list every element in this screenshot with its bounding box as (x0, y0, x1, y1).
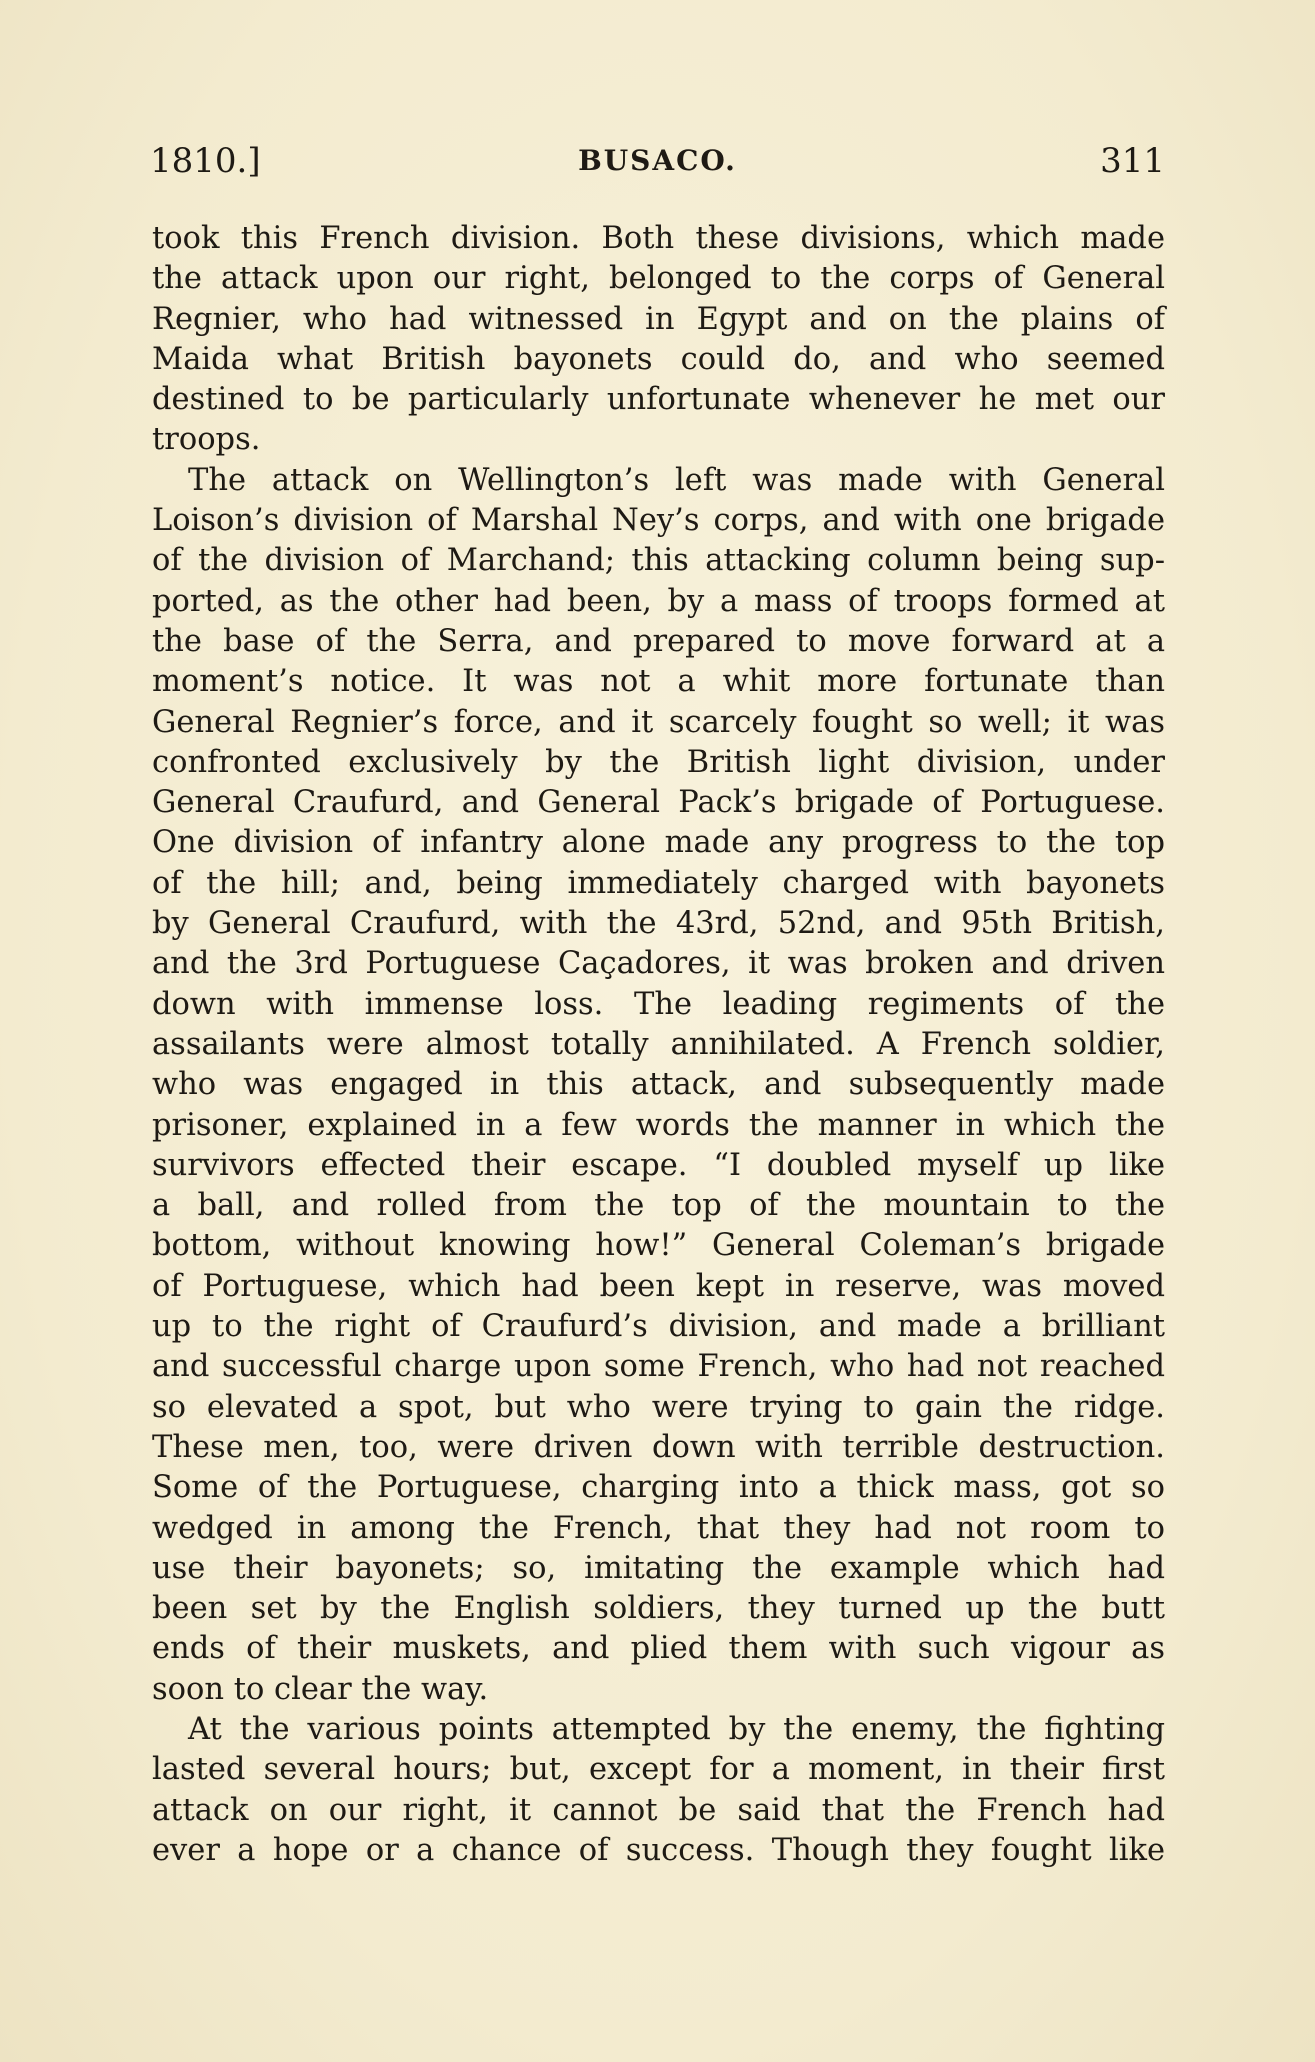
text-line: Maida what British bayonets could do, and who seemed (152, 341, 1165, 377)
running-head-title: BUSACO. (578, 144, 737, 177)
text-line: of the hill; and, being immediately charged with bayonets (152, 865, 1165, 901)
text-line: a ball, and rolled from the top of the mountain to the (152, 1188, 1165, 1224)
text-line: been set by the English soldiers, they turned up the butt (152, 1591, 1165, 1627)
text-line: ported, as the other had been, by a mass of troops formed at (152, 583, 1165, 619)
text-line: Some of the Portuguese, charging into a thick mass, got so (152, 1470, 1165, 1506)
text-line: up to the right of Craufurd’s division, and made a brilliant (152, 1309, 1165, 1345)
text-line: destined to be particularly unfortunate whenever he met our (152, 382, 1165, 418)
text-line: troops. (152, 422, 261, 458)
running-head-date: 1810.] (150, 141, 261, 181)
text-line: ends of their muskets, and plied them with such vigour as (152, 1631, 1165, 1667)
text-line: of the division of Marchand; this attacking column being sup- (152, 543, 1165, 579)
text-line: At the various points attempted by the enemy, the fighting (188, 1711, 1165, 1747)
text-line: so elevated a spot, but who were trying to gain the ridge. (152, 1389, 1165, 1425)
text-line: and the 3rd Portuguese Caçadores, it was broken and driven (152, 946, 1165, 982)
text-line: assailants were almost totally annihilated. A French soldier, (152, 1026, 1165, 1062)
text-line: General Craufurd, and General Pack’s brigade of Portuguese. (152, 785, 1165, 821)
text-line: moment’s notice. It was not a whit more fortunate than (152, 664, 1165, 700)
text-line: soon to clear the way. (152, 1671, 489, 1707)
running-head (150, 136, 1165, 186)
text-line: of Portuguese, which had been kept in reserve, was moved (152, 1268, 1165, 1304)
text-line: by General Craufurd, with the 43rd, 52nd, and 95th British, (152, 906, 1165, 942)
text-line: wedged in among the French, that they had not room to (152, 1510, 1165, 1546)
text-line: and successful charge upon some French, who had not reached (152, 1349, 1165, 1385)
text-line: These men, too, were driven down with terrible destruction. (152, 1429, 1165, 1465)
text-line: bottom, without knowing how!” General Coleman’s brigade (152, 1228, 1165, 1264)
page-number: 311 (1100, 141, 1165, 181)
text-line: lasted several hours; but, except for a moment, in their first (152, 1752, 1165, 1788)
text-line: One division of infantry alone made any progress to the top (152, 825, 1165, 861)
text-line: survivors effected their escape. “I doubled myself up like (152, 1147, 1165, 1183)
text-line: Loison’s division of Marshal Ney’s corps, and with one brigade (152, 503, 1165, 539)
text-line: confronted exclusively by the British light division, under (152, 744, 1165, 780)
text-line: attack on our right, it cannot be said that the French had (152, 1792, 1165, 1828)
text-line: use their bayonets; so, imitating the example which had (152, 1550, 1165, 1586)
body-text (152, 219, 1165, 1871)
text-line: down with immense loss. The leading regiments of the (152, 986, 1165, 1022)
text-line: prisoner, explained in a few words the manner in which the (152, 1107, 1165, 1143)
text-line: ever a hope or a chance of success. Though they fought like (152, 1832, 1165, 1868)
text-line: who was engaged in this attack, and subsequently made (152, 1067, 1165, 1103)
text-line: General Regnier’s force, and it scarcely fought so well; it was (152, 704, 1165, 740)
text-line: took this French division. Both these divisions, which made (152, 221, 1165, 256)
text-line: the base of the Serra, and prepared to move forward at a (152, 623, 1165, 659)
text-line: the attack upon our right, belonged to the corps of General (152, 261, 1165, 297)
text-line: The attack on Wellington’s left was made with General (188, 462, 1165, 498)
text-line: Regnier, who had witnessed in Egypt and on the plains of (152, 301, 1165, 337)
